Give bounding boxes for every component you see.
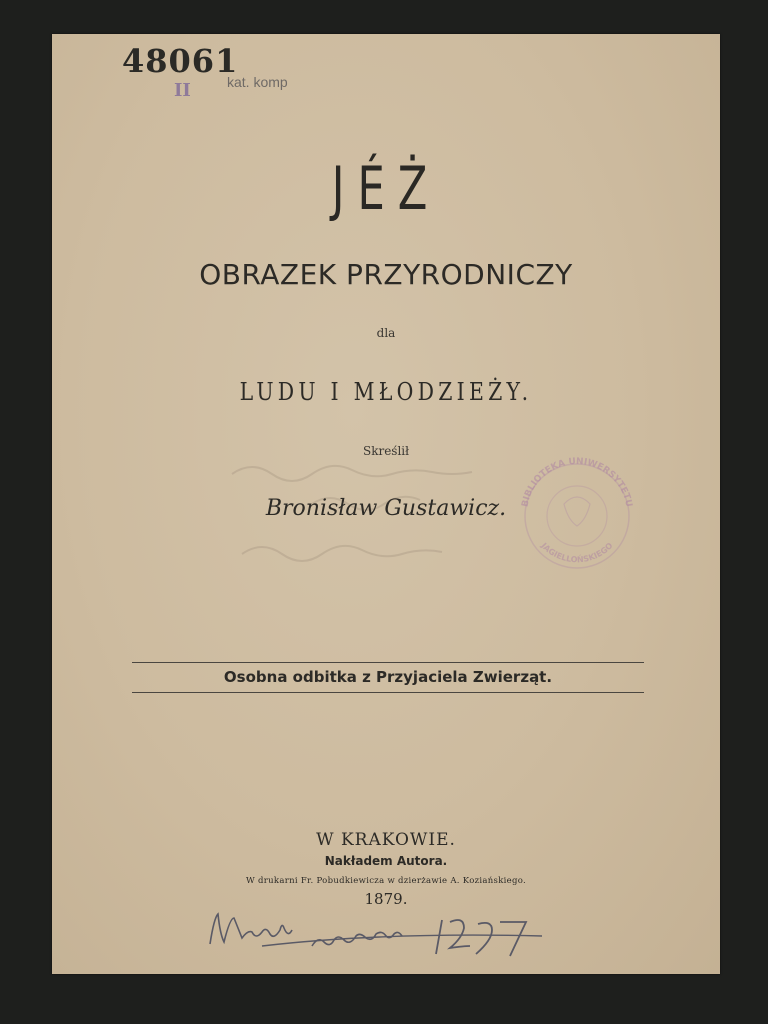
book-subtitle: OBRAZEK PRZYRODNICZY <box>199 258 573 291</box>
offprint-note: Osobna odbitka z Przyjaciela Zwierząt. <box>223 668 553 686</box>
bleed-through-handwriting <box>222 434 522 594</box>
inventory-stamp-mark: II <box>174 80 191 101</box>
svg-text:BIBLIOTEKA UNIWERSYTETU <box>520 457 633 508</box>
rule-top <box>132 662 644 663</box>
author-name: Bronisław Gustawicz. <box>265 496 507 521</box>
pencil-note: kat. komp <box>227 74 288 90</box>
for-label: dla <box>376 326 396 340</box>
imprint-printer: W drukarni Fr. Pobudkiewicza w dzierżawie A. Koziańskiego. <box>245 876 527 886</box>
handwritten-shelfmark <box>202 906 562 966</box>
library-seal-icon <box>512 444 642 584</box>
inventory-number: 48061 <box>122 42 239 80</box>
author-label: Skreślił <box>362 444 410 458</box>
book-title: JÉŻ <box>331 154 441 224</box>
imprint-publisher: Nakładem Autora. <box>324 854 448 868</box>
title-page <box>52 34 720 974</box>
imprint-year: 1879. <box>364 890 408 908</box>
audience-line: LUDU I MŁODZIEŻY. <box>239 378 533 406</box>
imprint-city: W KRAKOWIE. <box>316 830 456 850</box>
stamp-text-bottom: JAGIELLOŃSKIEGO <box>539 541 615 565</box>
stamp-text-top: BIBLIOTEKA UNIWERSYTETU <box>520 456 634 508</box>
rule-bottom <box>132 692 644 693</box>
